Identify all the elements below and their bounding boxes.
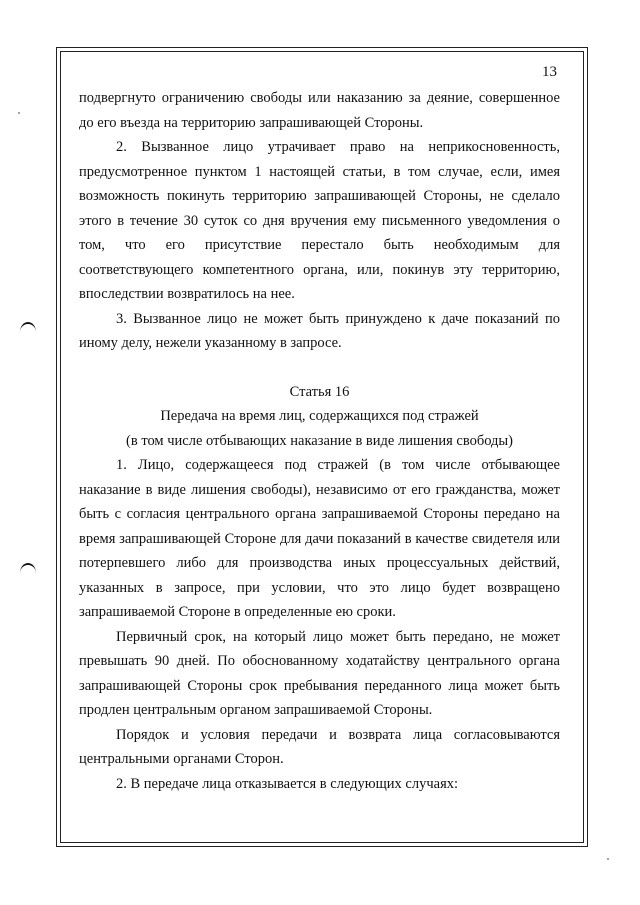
paragraph-article16-clause-2: 2. В передаче лица отказывается в следующих случаях: bbox=[116, 775, 459, 792]
binding-mark-bottom bbox=[20, 563, 36, 573]
article-subtitle: (в том числе отбывающих наказание в виде лишения свободы) bbox=[126, 432, 513, 449]
scan-speck bbox=[607, 858, 609, 860]
paragraph-clause-3: 3. Вызванное лицо не может быть принуждено к даче показаний по иному делу, нежели указанному в запросе. bbox=[79, 310, 560, 351]
page-number: 13 bbox=[542, 64, 557, 80]
paragraph-procedure: Порядок и условия передачи и возврата лица согласовываются центральными органами Сторон. bbox=[79, 726, 560, 767]
article-heading: Статья 16 bbox=[289, 383, 350, 400]
scan-speck bbox=[18, 112, 20, 114]
paragraph-article16-clause-1: 1. Лицо, содержащееся под стражей (в том числе отбывающее наказание в виде лишения свободы), независимо от его гражданства, может быть с согласия центрального органа запрашиваемой Стороны передано на время запрашивающей Стороне для дачи показаний в качестве свидетеля или потерпевшего либо для производства иных процессуальных действий, указанных в запросе, при условии, что это лицо будет возвращено запрашиваемой Стороне в определенные ею сроки. bbox=[79, 457, 560, 620]
article-title: Передача на время лиц, содержащихся под стражей bbox=[160, 408, 479, 424]
paragraph-clause-2: 2. Вызванное лицо утрачивает право на неприкосновенность, предусмотренное пунктом 1 настоящей статьи, в том случае, если, имея возможность покинуть территорию запрашивающей Стороны, не сделало этого в течение 30 суток со дня вручения ему письменного уведомления о том, что его присутствие перестало быть необходимым для соответствующего компетентного органа, или, покинув эту территорию, впоследствии возвратилось на нее. bbox=[79, 139, 560, 302]
document-body bbox=[79, 86, 560, 796]
paragraph-initial-term: Первичный срок, на который лицо может быть передано, не может превышать 90 дней. По обоснованному ходатайству центрального органа запрашивающей Стороны срок пребывания переданного лица может быть продлен центральным органом запрашиваемой Стороны. bbox=[79, 628, 560, 718]
binding-mark-top bbox=[20, 322, 36, 332]
paragraph-continuation: подвергнуто ограничению свободы или наказанию за деяние, совершенное до его въезда на территорию запрашивающей Стороны. bbox=[79, 90, 560, 131]
